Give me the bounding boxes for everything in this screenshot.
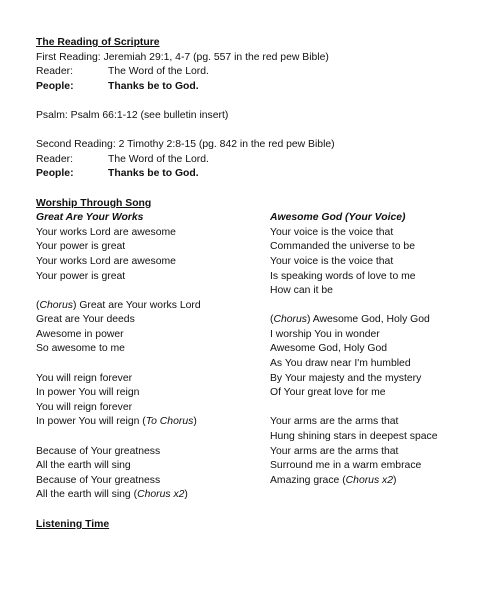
reader-text: The Word of the Lord. bbox=[108, 66, 209, 78]
worship-heading: Worship Through Song bbox=[36, 197, 152, 209]
people-label: People: bbox=[36, 80, 74, 92]
lyric-line: Your arms are the arms that bbox=[270, 445, 399, 457]
lyric-line: Your voice is the voice that bbox=[270, 255, 394, 267]
lyric-line: Awesome God, Holy God bbox=[270, 343, 388, 355]
second-reading: Second Reading: 2 Timothy 2:8-15 (pg. 842 in the red pew Bible) bbox=[36, 139, 335, 151]
chorus-x2-note: Chorus x2 bbox=[137, 489, 185, 501]
lyric-line: Amazing grace (Chorus x2) bbox=[270, 474, 397, 486]
lyric-line: Your voice is the voice that bbox=[270, 226, 394, 238]
song-awesome-god bbox=[270, 211, 480, 488]
lyric-line: Your works Lord are awesome bbox=[36, 255, 176, 267]
lyric-line: You will reign forever bbox=[36, 372, 133, 384]
lyric-line: Your works Lord are awesome bbox=[36, 226, 176, 238]
lyric-line: You will reign forever bbox=[36, 401, 133, 413]
chorus-first-line: (Chorus) Great are Your works Lord bbox=[36, 299, 201, 311]
people-text: Thanks be to God. bbox=[108, 80, 199, 92]
song-columns bbox=[36, 211, 476, 503]
lyric-line: So awesome to me bbox=[36, 343, 125, 355]
lyric-line: I worship You in wonder bbox=[270, 328, 380, 340]
lyric-line: Because of Your greatness bbox=[36, 445, 161, 457]
lyric-line: Great are Your deeds bbox=[36, 314, 135, 326]
lyric-line: All the earth will sing bbox=[36, 460, 131, 472]
lyric-line: Awesome in power bbox=[36, 328, 124, 340]
bulletin-page bbox=[36, 36, 476, 532]
lyric-line: Commanded the universe to be bbox=[270, 241, 415, 253]
people-response-2 bbox=[36, 167, 476, 182]
lyric-line: In power You will reign (To Chorus) bbox=[36, 416, 197, 428]
song-title: Awesome God (Your Voice) bbox=[270, 212, 406, 224]
reader-label: Reader: bbox=[36, 66, 73, 78]
reader-text: The Word of the Lord. bbox=[108, 153, 209, 165]
lyric-line: Your arms are the arms that bbox=[270, 416, 399, 428]
chorus-first-line: (Chorus) Awesome God, Holy God bbox=[270, 314, 430, 326]
lyric-line: Your power is great bbox=[36, 270, 126, 282]
to-chorus-note: To Chorus bbox=[145, 416, 194, 428]
song-title: Great Are Your Works bbox=[36, 212, 144, 224]
lyric-line: Is speaking words of love to me bbox=[270, 270, 416, 282]
lyric-line: How can it be bbox=[270, 285, 333, 297]
lyric-line: Of Your great love for me bbox=[270, 387, 386, 399]
reader-response-2 bbox=[36, 153, 476, 168]
lyric-line: Hung shining stars in deepest space bbox=[270, 431, 438, 443]
people-response-1 bbox=[36, 80, 476, 95]
chorus-x2-note: Chorus x2 bbox=[345, 474, 394, 486]
lyric-line: In power You will reign bbox=[36, 387, 140, 399]
reader-response-1 bbox=[36, 65, 476, 80]
lyric-line: Because of Your greatness bbox=[36, 474, 161, 486]
reader-label: Reader: bbox=[36, 153, 73, 165]
lyric-line: As You draw near I'm humbled bbox=[270, 358, 411, 370]
psalm-reading: Psalm: Psalm 66:1-12 (see bulletin insert) bbox=[36, 109, 229, 121]
lyric-line: By Your majesty and the mystery bbox=[270, 372, 422, 384]
lyric-line: Surround me in a warm embrace bbox=[270, 460, 422, 472]
lyric-line: All the earth will sing (Chorus x2) bbox=[36, 489, 188, 501]
scripture-heading: The Reading of Scripture bbox=[36, 37, 160, 48]
lyric-line: Your power is great bbox=[36, 241, 126, 253]
chorus-tag: Chorus bbox=[273, 314, 307, 326]
chorus-tag: Chorus bbox=[39, 299, 73, 311]
people-text: Thanks be to God. bbox=[108, 168, 199, 180]
song-great-are-your-works bbox=[36, 211, 266, 503]
listening-heading: Listening Time bbox=[36, 518, 110, 530]
people-label: People: bbox=[36, 168, 74, 180]
first-reading: First Reading: Jeremiah 29:1, 4-7 (pg. 557 in the red pew Bible) bbox=[36, 51, 329, 63]
